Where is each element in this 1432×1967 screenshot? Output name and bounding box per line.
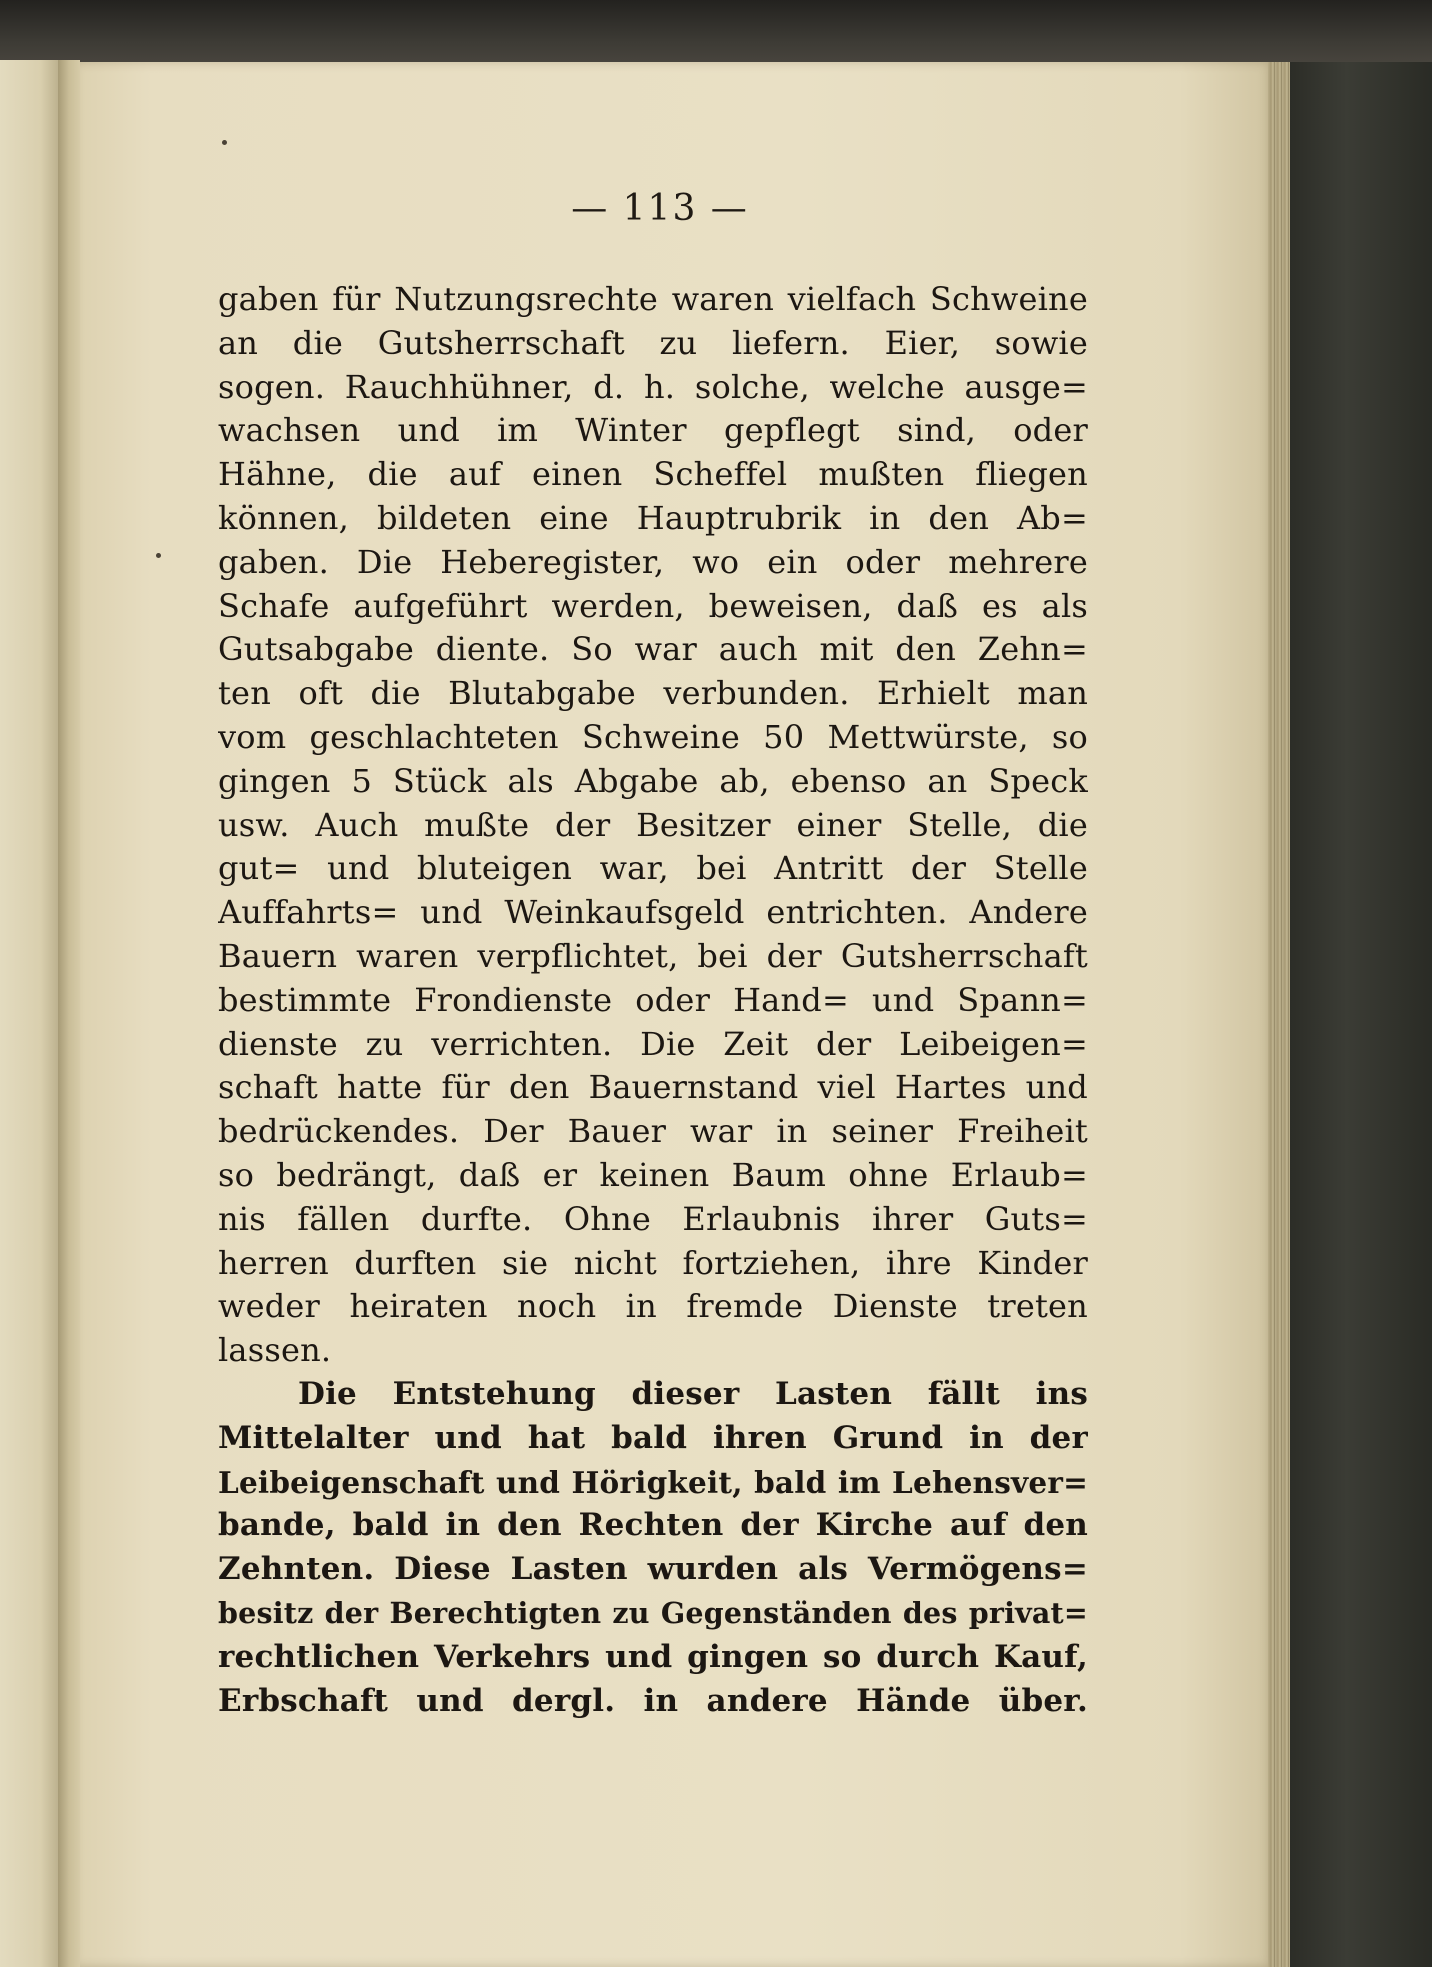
text-line: besitz der Berechtigten zu Gegenständen des privat= (218, 1595, 1088, 1630)
text-line: gingen 5 Stück als Abgabe ab, ebenso an Speck (218, 761, 1088, 800)
paper-speck (156, 553, 161, 558)
text-line: bande, bald in den Rechten der Kirche auf den (218, 1507, 1088, 1544)
text-line: usw. Auch mußte der Besitzer einer Stelle, die (218, 805, 1088, 844)
text-line: wachsen und im Winter gepflegt sind, oder (218, 411, 1088, 450)
text-line: gaben. Die Heberegister, wo ein oder mehrere (218, 542, 1088, 581)
text-line: Bauern waren verpflichtet, bei der Gutsherrschaft (218, 936, 1088, 975)
text-line: gut= und bluteigen war, bei Antritt der Stelle (218, 849, 1088, 888)
text-line: ten oft die Blutabgabe verbunden. Erhielt man (218, 674, 1088, 713)
text-line: Gutsabgabe diente. So war auch mit den Zehn= (218, 630, 1088, 669)
left-page-margin (0, 60, 58, 1967)
text-line: nis fällen durfte. Ohne Erlaubnis ihrer Guts= (218, 1199, 1088, 1238)
text-line: an die Gutsherrschaft zu liefern. Eier, sowie (218, 323, 1088, 362)
text-line: können, bildeten eine Hauptrubrik in den Ab= (218, 498, 1088, 537)
text-line: bedrückendes. Der Bauer war in seiner Freiheit (218, 1112, 1088, 1151)
paragraph-last-line: lassen. (218, 1331, 332, 1370)
text-line: rechtlichen Verkehrs und gingen so durch Kauf, (218, 1638, 1088, 1675)
text-line: Auffahrts= und Weinkaufsgeld entrichten. Andere (218, 893, 1088, 932)
text-line: Erbschaft und dergl. in andere Hände über. (218, 1682, 1088, 1719)
text-line: herren durften sie nicht fortziehen, ihre Kinder (218, 1243, 1088, 1282)
text-line: weder heiraten noch in fremde Dienste treten (218, 1287, 1088, 1326)
text-line: Mittelalter und hat bald ihren Grund in der (218, 1419, 1088, 1456)
text-line: so bedrängt, daß er keinen Baum ohne Erlaub= (218, 1155, 1088, 1194)
book-gutter (58, 60, 80, 1967)
page-edges (1268, 62, 1290, 1967)
paragraph-first-line: Die Entstehung dieser Lasten fällt ins (298, 1375, 1088, 1412)
text-line: bestimmte Frondienste oder Hand= und Spann= (218, 980, 1088, 1019)
text-line: schaft hatte für den Bauernstand viel Hartes und (218, 1068, 1088, 1107)
body-text (218, 278, 1088, 1723)
book-cover (1290, 62, 1432, 1967)
text-line: Hähne, die auf einen Scheffel mußten fliegen (218, 455, 1088, 494)
text-line: gaben für Nutzungsrechte waren vielfach Schweine (218, 280, 1088, 318)
text-line: Zehnten. Diese Lasten wurden als Vermögens= (218, 1551, 1088, 1588)
paper-speck (222, 140, 227, 145)
text-line: vom geschlachteten Schweine 50 Mettwürste, so (218, 717, 1088, 756)
text-line: sogen. Rauchhühner, d. h. solche, welche ausge= (218, 367, 1088, 406)
page-number: — 113 — (571, 188, 749, 229)
text-line: Leibeigenschaft und Hörigkeit, bald im Lehensver= (218, 1464, 1088, 1500)
text-line: Schafe aufgeführt werden, beweisen, daß es als (218, 586, 1088, 625)
scan-top-edge (0, 0, 1432, 70)
text-line: dienste zu verrichten. Die Zeit der Leibeigen= (218, 1024, 1088, 1063)
